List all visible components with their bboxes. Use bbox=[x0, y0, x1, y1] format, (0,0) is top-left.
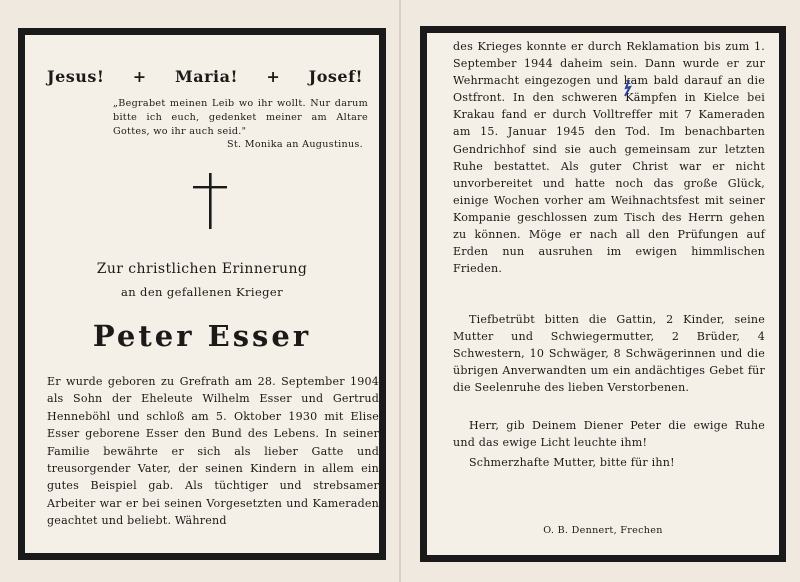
plea-line: Schmerzhafte Mutter, bitte für ihn! bbox=[469, 456, 675, 469]
prayer-paragraph: Herr, gib Deinem Diener Peter die ewige Ruhe und das ewige Licht leuchte ihm! bbox=[453, 419, 765, 450]
invocation-line bbox=[47, 67, 363, 86]
pen-correction-mark bbox=[623, 79, 632, 97]
mourners-paragraph: Tiefbetrübt bitten die Gattin, 2 Kinder, seine Mutter und Schwiegermutter, 2 Brüder, 4 Schwestern, 10 Schwäger, 8 Schwägerinnen und die übrigen Anverwandten um ein andächtiges Gebet für die Seelenruhe des lieben Verstorbenen. bbox=[453, 313, 765, 395]
memory-subheading: an den gefallenen Krieger bbox=[120, 285, 284, 299]
deceased-name: Peter Esser bbox=[92, 319, 312, 353]
invocation-cross-2: + bbox=[266, 67, 281, 86]
memory-heading: Zur christlichen Erinnerung bbox=[96, 261, 308, 277]
right-panel bbox=[420, 26, 786, 562]
biography-part-2: des Krieges konnte er durch Reklamation bis zum 1. September 1944 daheim sein. Dann wurde er zur Wehrmacht eingezogen und kam bald darauf an die Ostfront. In den schweren Kämpfen in Kielce bei Krakau fand er durch Volltreffer mit 7 Kameraden am 15. Januar 1945 den Tod. Im benachbarten Gendrichhof sind sie auch gemeinsam zur letzten Ruhe bestattet. Als guter Christ war er nicht unvorbereitet und hatte noch das große Glück, einige Wochen vorher am Weihnachtsfest mit seiner Kompanie geschlossen zum Tisch des Herrn gehen zu können. Möge er nach all den Prüfungen auf Erden nun ausruhen im ewigen himmlischen Frieden. bbox=[453, 40, 765, 276]
printer-imprint: O. B. Dennert, Frechen bbox=[543, 525, 663, 536]
invocation-cross-1: + bbox=[132, 67, 147, 86]
quote-text: „Begrabet meinen Leib wo ihr wollt. Nur darum bitte ich euch, gedenket meiner am Altare Gottes, wo ihr auch seid." bbox=[113, 98, 368, 137]
left-panel bbox=[18, 28, 386, 560]
invocation-josef: Josef! bbox=[308, 67, 363, 86]
invocation-maria: Maria! bbox=[175, 67, 239, 86]
invocation-jesus: Jesus! bbox=[47, 67, 105, 86]
biography-part-1: Er wurde geboren zu Grefrath am 28. September 1904 als Sohn der Eheleute Wilhelm Esser und Gertrud Henneböhl und schloß am 5. Oktober 1930 mit Elise Esser geborene Esser den Bund des Lebens. In seiner Familie bewährte er sich als lieber Gatte und treusorgender Vater, der seinen Kindern in allem ein gutes Beispiel gab. Als tüchtiger und strebsamer Arbeiter war er bei seinen Vorgesetzten und Kameraden geachtet und beliebt. Während bbox=[47, 375, 379, 528]
quote-source: St. Monika an Augustinus. bbox=[226, 139, 363, 150]
center-fold bbox=[399, 0, 401, 582]
latin-cross-icon bbox=[193, 173, 227, 229]
